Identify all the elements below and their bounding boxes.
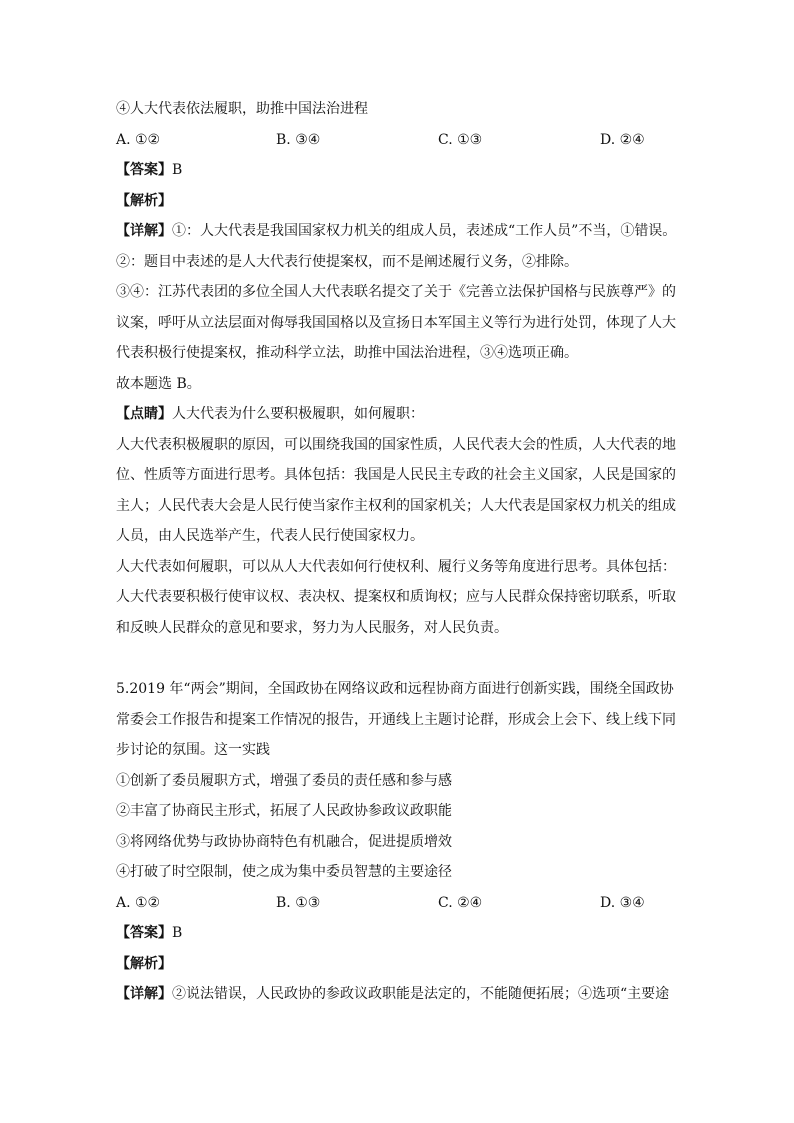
q4-answer: [116, 161, 686, 180]
q4-tip-label: 【点睛】: [116, 406, 172, 422]
q4-options: [116, 131, 686, 150]
document-page: [116, 100, 686, 1016]
q4-answer-label: 【答案】: [116, 162, 172, 178]
q4-detail-line-1: [116, 222, 686, 241]
section-gap: [116, 649, 686, 680]
q4-tip-text-1: 人大代表为什么要积极履职，如何履职：: [172, 406, 424, 422]
q5-stem-line-3: 步讨论的氛围。这一实践: [116, 742, 270, 758]
q4-option-c: C. ①③: [438, 131, 483, 148]
q4-detail-line-3: ③④：江苏代表团的多位全国人大代表联名提交了关于《完善立法保护国格与民族尊严》的: [116, 284, 676, 300]
q4-tip-line-8: 和反映人民群众的意见和要求，努力为人民服务，对人民负责。: [116, 619, 508, 636]
q5-analysis-label: 【解析】: [116, 955, 172, 972]
q5-detail-line-1: [116, 985, 686, 1004]
q4-detail-line-2: ②：题目中表述的是人大代表行使提案权，而不是阐述履行义务，②排除。: [116, 253, 578, 270]
q5-detail-text-1: ②说法错误，人民政协的参政议政职能是法定的，不能随便拓展；④选项“主要途: [172, 986, 670, 1002]
q5-answer-label: 【答案】: [116, 925, 172, 941]
q5-statement-1: ①创新了委员履职方式，增强了委员的责任感和参与感: [116, 772, 452, 789]
q4-tip-line-5: 人员，由人民选举产生，代表人民行使国家权力。: [116, 528, 424, 544]
q5-option-b: B. ①③: [276, 894, 321, 911]
q4-detail-label: 【详解】: [116, 223, 172, 239]
q5-option-d: D. ③④: [600, 894, 645, 911]
q4-tip-line-4: 主人；人民代表大会是人民行使当家作主权利的国家机关；人大代表是国家权力机关的组成: [116, 497, 676, 514]
q4-tip-line-6: 人大代表如何履职，可以从人大代表如何行使权利、履行义务等角度进行思考。具体包括：: [116, 558, 676, 575]
q4-tip-line-1: [116, 405, 686, 424]
q4-tip-line-7: 人大代表要积极行使审议权、表决权、提案权和质询权；应与人民群众保持密切联系，听取: [116, 589, 676, 605]
q5-statement-2: ②丰富了协商民主形式，拓展了人民政协参政议政职能: [116, 803, 452, 819]
q4-answer-value: B: [172, 162, 183, 178]
q4-detail-line-6: 故本题选 B。: [116, 375, 201, 392]
q5-option-c: C. ②④: [438, 894, 483, 911]
q5-stem-line-1: 5.2019 年“两会”期间，全国政协在网络议政和远程协商方面进行创新实践，围绕全国政协: [116, 681, 674, 697]
q5-options: [116, 894, 686, 913]
q5-detail-label: 【详解】: [116, 986, 172, 1002]
q5-answer: [116, 924, 686, 943]
q4-detail-line-4: 议案，呼吁从立法层面对侮辱我国国格以及宣扬日本军国主义等行为进行处罚，体现了人大: [116, 314, 676, 331]
q5-statement-4: ④打破了时空限制，使之成为集中委员智慧的主要途径: [116, 864, 452, 880]
q4-tip-line-2: 人大代表积极履职的原因，可以围绕我国的国家性质，人民代表大会的性质，人大代表的地: [116, 436, 676, 453]
q4-analysis-label: 【解析】: [116, 192, 172, 209]
q4-detail-text-1: ①：人大代表是我国国家权力机关的组成人员，表述成“工作人员”不当，①错误。: [172, 223, 677, 239]
q4-option-a: A. ①②: [116, 131, 161, 148]
q4-detail-line-5: 代表积极行使提案权，推动科学立法，助推中国法治进程，③④选项正确。: [116, 345, 578, 361]
q5-option-a: A. ①②: [116, 894, 161, 911]
q5-statement-3: ③将网络优势与政协协商特色有机融合，促进提质增效: [116, 833, 452, 850]
q4-tip-line-3: 位、性质等方面进行思考。具体包括：我国是人民民主专政的社会主义国家，人民是国家的: [116, 467, 676, 483]
q4-option-d: D. ②④: [600, 131, 645, 148]
q4-statement-4: ④人大代表依法履职，助推中国法治进程: [116, 101, 368, 117]
q4-option-b: B. ③④: [276, 131, 321, 148]
q5-stem-line-2: 常委会工作报告和提案工作情况的报告，开通线上主题讨论群，形成会上会下、线上线下同: [116, 711, 676, 728]
q5-answer-value: B: [172, 925, 183, 941]
